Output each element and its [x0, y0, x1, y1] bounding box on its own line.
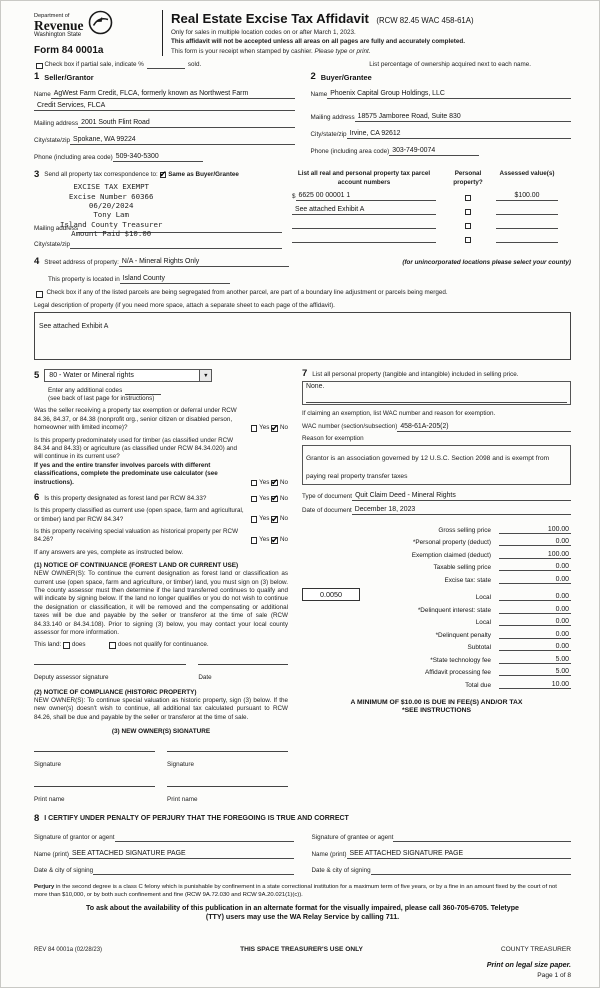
- buyer-name-label: Name: [310, 90, 328, 98]
- section-8: [34, 814, 571, 875]
- fee-value[interactable]: 0.00: [499, 606, 571, 614]
- date-label: Date: [198, 673, 212, 681]
- yes-label: Yes: [259, 494, 270, 502]
- buyer-phone-label: Phone (including area code): [310, 147, 390, 155]
- section-4-number: 4: [34, 256, 40, 268]
- parcel-row: [292, 202, 571, 215]
- grantee-certification-block: [312, 826, 572, 875]
- dor-logo-icon: [88, 10, 113, 40]
- fee-value[interactable]: 10.00: [499, 681, 571, 689]
- fee-label: *Delinquent penalty: [435, 631, 491, 639]
- same-as-buyer-label: Same as Buyer/Grantee: [168, 170, 239, 178]
- s5-q1-text: Was the seller receiving a property tax exemption or deferral under RCW 84.36, 84.37, or 84.38 (nonprofit org., senior citizen or disabled person, homeowner with limited income)?: [34, 407, 237, 432]
- legal-description-box[interactable]: [34, 312, 571, 360]
- new-owner-signature-1-field[interactable]: [34, 751, 155, 771]
- fee-row: [302, 614, 571, 627]
- personal-property-checkbox-1[interactable]: [465, 195, 472, 202]
- grantee-name-label: Name (print): [311, 850, 347, 858]
- additional-codes-note: (see back of last page for instructions): [48, 395, 155, 403]
- stamp-line: Amount Paid $10.00: [71, 229, 152, 239]
- fee-value[interactable]: 0.00: [499, 593, 571, 601]
- wac-number-label: WAC number (section/subsection): [302, 423, 398, 431]
- partial-sale-checkbox[interactable]: [36, 63, 43, 70]
- print-legal-size-note: Print on legal size paper.: [486, 960, 571, 969]
- buyer-name-field[interactable]: Phoenix Capital Group Holdings, LLC: [327, 89, 571, 99]
- additional-codes-field[interactable]: [125, 386, 161, 395]
- section-5-number: 5: [34, 369, 40, 381]
- grantor-signature-label: Signature of grantor or agent: [34, 833, 115, 841]
- fee-row: [302, 571, 571, 584]
- fee-label: Exemption claimed (deduct): [411, 551, 491, 559]
- does-not-label: does not qualify for continuance.: [117, 641, 209, 649]
- fee-row: [302, 626, 571, 639]
- grantee-date-label: Date & city of signing: [311, 866, 371, 874]
- seller-name-line2[interactable]: Credit Services, FLCA: [34, 101, 295, 111]
- county-treasurer-label: COUNTY TREASURER: [500, 945, 572, 953]
- assessed-value-4-field[interactable]: [496, 234, 558, 243]
- rcw-reference: (RCW 82.45 WAC 458-61A): [376, 16, 474, 25]
- doc-type-label: Type of document: [302, 492, 353, 500]
- same-as-buyer-checkbox[interactable]: [160, 172, 167, 179]
- alternate-format-note: To ask about the availability of this publication in an alternate format for the visually impaired, please call 360-705-6705. Teletype (TTY) users may use the WA Relay Service by calling 711.: [86, 903, 519, 921]
- section-3-number: 3: [34, 169, 40, 181]
- dor-logo-block: [34, 10, 162, 56]
- personal-property-value: None.: [306, 383, 325, 391]
- personal-property-checkbox-4[interactable]: [465, 237, 472, 244]
- buyer-city-field[interactable]: Irvine, CA 92612: [347, 129, 571, 139]
- section-7-number: 7: [302, 368, 308, 380]
- parcel-table: [292, 170, 571, 249]
- seller-city-field[interactable]: Spokane, WA 99224: [70, 135, 294, 145]
- fee-label: Gross selling price: [438, 526, 491, 534]
- fee-label: *Personal property (deduct): [412, 539, 491, 547]
- street-address-field[interactable]: N/A - Mineral Rights Only: [119, 257, 289, 267]
- section-3: [34, 170, 571, 249]
- fee-value[interactable]: 0.00: [499, 618, 571, 626]
- signature-label: Signature: [167, 761, 194, 769]
- stamp-line: Tony Lam: [93, 210, 129, 220]
- parcel-row: [292, 216, 571, 229]
- fee-label: Subtotal: [467, 644, 491, 652]
- yes-label: Yes: [259, 515, 270, 523]
- legal-description-label: Legal description of property (if you need more space, attach a separate sheet to each page of the affidavit).: [34, 301, 335, 309]
- fee-value[interactable]: 5.00: [499, 668, 571, 676]
- form-header: [34, 10, 571, 56]
- section-6-number: 6: [34, 492, 40, 504]
- header-note-1: Only for sales in multiple location codes on or after March 1, 2023.: [171, 29, 356, 36]
- buyer-city-label: City/state/zip: [310, 130, 347, 138]
- unincorporated-note: (for unincorporated locations please select your county): [402, 258, 571, 266]
- s5-q1-yes-checkbox[interactable]: [251, 425, 258, 432]
- seller-city-label: City/state/zip: [34, 136, 71, 144]
- grantor-certification-block: [34, 826, 294, 875]
- does-label: does: [71, 641, 86, 649]
- section-2-number: 2: [310, 71, 316, 83]
- form-number: Form 84 0001a: [34, 45, 104, 56]
- fee-row: [302, 664, 571, 677]
- fee-label: Excise tax: state: [444, 576, 491, 584]
- yes-label: Yes: [259, 478, 270, 486]
- wac-number-field[interactable]: 458-61A-205(2): [397, 422, 571, 432]
- seller-grantor-section: [34, 72, 295, 162]
- no-label: No: [279, 515, 288, 523]
- notice-compliance-title: (2) NOTICE OF COMPLIANCE (HISTORIC PROPERTY): [34, 688, 197, 696]
- seller-address-field[interactable]: 2001 South Flint Road: [78, 118, 294, 128]
- rev-number: REV 84 0001a (02/28/23): [34, 946, 103, 953]
- fee-value[interactable]: 0.00: [499, 538, 571, 546]
- personal-property-checkbox-2[interactable]: [465, 209, 472, 216]
- fee-label: Taxable selling price: [433, 564, 491, 572]
- s5-q1-no-checkbox[interactable]: [271, 425, 278, 432]
- personal-property-box[interactable]: [302, 381, 571, 405]
- this-land-label: This land:: [34, 641, 62, 649]
- fee-label: Total due: [465, 681, 491, 689]
- page-title: Real Estate Excise Tax Affidavit: [171, 11, 369, 26]
- parcel-column-header: List all real and personal property tax parcel account numbers: [297, 170, 431, 186]
- additional-codes-label: Enter any additional codes: [48, 386, 123, 394]
- fee-row-local-rate: [302, 589, 571, 602]
- minimum-due-note: A MINIMUM OF $10.00 IS DUE IN FEE(S) AND/OR TAX: [350, 698, 523, 706]
- s6-q1-text: Is this property designated as forest land per RCW 84.33?: [44, 494, 207, 502]
- fee-label: Local: [475, 619, 491, 627]
- grantor-signature-field[interactable]: [115, 833, 294, 842]
- chevron-down-icon: ▼: [199, 370, 211, 381]
- notice-compliance-body: NEW OWNER(S): To continue special valuation as historic property, sign (3) below. If the new owner(s) doesn't wish to continue, all additional tax calculated pursuant to RCW 84.26, shall be due and payable by the seller or transferor at the time of sale.: [34, 696, 288, 721]
- header-note-2: This affidavit will not be accepted unless all areas on all pages are fully and accurately completed.: [171, 38, 465, 46]
- segregated-checkbox[interactable]: [36, 291, 43, 298]
- s6-q2-no-checkbox[interactable]: [271, 516, 278, 523]
- fee-value[interactable]: 0.00: [499, 631, 571, 639]
- segregated-label: Check box if any of the listed parcels are being segregated from another parcel, are part of a boundary line adjustment or parcels being merged.: [46, 289, 448, 297]
- personal-property-checkbox-3[interactable]: [465, 223, 472, 230]
- stamp-line: Excise Number 60366: [68, 191, 154, 201]
- seller-address-label: Mailing address: [34, 119, 79, 127]
- s6-q2-text: Is this property classified as current use (open space, farm and agricultural, or timber) land per RCW 84.34?: [34, 507, 244, 523]
- fee-row: [302, 559, 571, 572]
- new-owners-signature-title: (3) NEW OWNER(S) SIGNATURE: [111, 728, 211, 736]
- seller-phone-label: Phone (including area code): [34, 153, 113, 161]
- no-label: No: [279, 424, 288, 432]
- deputy-assessor-label: Deputy assessor signature: [34, 673, 109, 681]
- print-name-label: Print name: [34, 796, 65, 804]
- grantee-signature-label: Signature of grantee or agent: [311, 833, 394, 841]
- correspondence-city-label: City/state/zip: [34, 240, 71, 248]
- fee-row: [302, 546, 571, 559]
- send-correspondence-label: Send all property tax correspondence to:: [44, 170, 158, 178]
- fee-value[interactable]: 0.00: [499, 563, 571, 571]
- assessed-value-1-field[interactable]: $100.00: [496, 191, 558, 201]
- fee-value[interactable]: 100.00: [499, 526, 571, 534]
- section-6: [34, 493, 288, 806]
- exemption-label: If claiming an exemption, list WAC number and reason for exemption.: [302, 410, 496, 418]
- assessed-value-column-header: Assessed value(s): [499, 170, 555, 178]
- new-owner-print-name-1-field[interactable]: [34, 786, 155, 806]
- doc-type-field[interactable]: Quit Claim Deed - Mineral Rights: [352, 491, 571, 501]
- parcel-row: [292, 230, 571, 243]
- section-5: [34, 369, 288, 487]
- partial-sold-label: sold.: [187, 60, 202, 68]
- signature-label: Signature: [34, 761, 61, 769]
- deputy-date-field[interactable]: [198, 664, 288, 684]
- fee-row: [302, 639, 571, 652]
- section-4: [34, 257, 571, 360]
- buyer-address-label: Mailing address: [310, 113, 355, 121]
- reason-exemption-value: Grantor is an association governed by 12 U.S.C. Section 2098 and is exempt from paying real property transfer taxes: [306, 455, 550, 481]
- fee-row: [302, 601, 571, 614]
- grantor-print-name-field[interactable]: SEE ATTACHED SIGNATURE PAGE: [69, 849, 294, 859]
- doc-date-field[interactable]: December 18, 2023: [352, 505, 571, 515]
- street-address-label: Street address of property:: [44, 258, 119, 266]
- personal-property-column-header: Personal property?: [453, 170, 483, 186]
- tax-correspondence-block: [34, 170, 292, 249]
- no-label: No: [279, 478, 288, 486]
- stamp-line: 06/20/2024: [88, 201, 134, 211]
- s6-q2-yes-checkbox[interactable]: [251, 516, 258, 523]
- section-1-number: 1: [34, 71, 40, 83]
- new-owner-signature-2-field[interactable]: [167, 751, 288, 771]
- land-use-code-select[interactable]: [44, 369, 212, 382]
- grantor-name-label: Name (print): [34, 850, 69, 858]
- s5-q2-yes-checkbox[interactable]: [251, 480, 258, 487]
- washington-state-label: Washington State: [34, 31, 82, 38]
- no-label: No: [279, 494, 288, 502]
- land-use-code-value: 80 - Water or Mineral rights: [49, 372, 134, 380]
- stamp-line: Island County Treasurer: [60, 219, 163, 229]
- grantee-signature-field[interactable]: [393, 833, 571, 842]
- yes-label: Yes: [259, 536, 270, 544]
- fee-label: Affidavit processing fee: [425, 669, 491, 677]
- print-name-label: Print name: [167, 796, 198, 804]
- section-7: [302, 369, 571, 806]
- correspondence-city-field[interactable]: [70, 240, 282, 249]
- personal-property-label: List all personal property (tangible and intangible) included in selling price.: [312, 370, 519, 378]
- correspondence-address-label: Mailing address: [34, 224, 79, 232]
- fee-table: [302, 521, 571, 689]
- s6-q1-no-checkbox[interactable]: [271, 496, 278, 503]
- notice-continuance-body: NEW OWNER(S): To continue the current designation as forest land or classification as current use (open space, farm and agriculture, or timber) land, you must sign on (3) below. The county assessor must then determine if the land transferred continues to qualify and will indicate by signing below. If the land no longer qualifies or you do not wish to continue the designation or classification, it will be removed and the compensating or additional taxes will be due and payable by the seller or transferor at the time of sale (RCW 84.33.140 or 84.34.108). Prior to signing (3) below, you may contact your local county assessor for more information.: [34, 570, 288, 636]
- s6-q3-text: Is this property receiving special valuation as historical property per RCW 84.26?: [34, 527, 239, 544]
- seller-section-title: Seller/Grantor: [44, 72, 94, 82]
- property-county-field[interactable]: Island County: [120, 274, 230, 284]
- fee-label: Local: [475, 594, 491, 602]
- s5-q2-no-checkbox[interactable]: [271, 480, 278, 487]
- grantor-date-label: Date & city of signing: [34, 866, 94, 874]
- stamp-line: EXCISE TAX EXEMPT: [73, 182, 149, 192]
- page-number: Page 1 of 8: [537, 972, 571, 979]
- no-label: No: [279, 536, 288, 544]
- see-instructions-note: *SEE INSTRUCTIONS: [401, 706, 472, 714]
- land-does-checkbox[interactable]: [63, 642, 70, 649]
- grantee-print-name-field[interactable]: SEE ATTACHED SIGNATURE PAGE: [347, 849, 572, 859]
- parcel-number-3-field[interactable]: [292, 220, 436, 229]
- buyer-phone-field[interactable]: 303-749-0074: [389, 146, 479, 156]
- buyer-grantee-section: [311, 72, 572, 162]
- certify-statement: I CERTIFY UNDER PENALTY OF PERJURY THAT THE FOREGOING IS TRUE AND CORRECT: [44, 814, 349, 822]
- s5-q2-text: Is this property predominately used for timber (as classified under RCW 84.34 and 84.33) or agriculture (as classified under RCW 84.34.020) and will continue in its current use? If yes and the entire transfer involves parcels with different classifications, complete the predominate use calculator (see instructions).: [34, 436, 238, 486]
- reason-exemption-label: Reason for exemption: [302, 434, 364, 442]
- yes-label: Yes: [259, 424, 270, 432]
- fee-value[interactable]: 100.00: [499, 551, 571, 559]
- fee-value[interactable]: 0.00: [499, 643, 571, 651]
- dollar-sign: $: [292, 192, 296, 200]
- parcel-number-2-field[interactable]: See attached Exhibit A: [292, 205, 436, 215]
- fee-label: *State technology fee: [430, 656, 491, 664]
- buyer-section-title: Buyer/Grantee: [320, 72, 372, 82]
- parcel-row: [292, 188, 571, 201]
- partial-sale-label: Check box if partial sale, indicate %: [44, 60, 144, 68]
- parcel-number-1-field[interactable]: 6625 00 00001 1: [296, 191, 436, 201]
- reason-exemption-box[interactable]: [302, 445, 571, 485]
- treasurer-space-label: THIS SPACE TREASURER'S USE ONLY: [240, 945, 363, 953]
- notice-continuance-title: (1) NOTICE OF CONTINUANCE (FOREST LAND OR CURRENT USE): [34, 562, 239, 570]
- fee-label: *Delinquent interest: state: [417, 606, 491, 614]
- seller-name-label: Name: [34, 90, 51, 98]
- seller-name-line1[interactable]: AgWest Farm Credit, FLCA, formerly known as Northwest Farm: [51, 89, 295, 99]
- legal-description-value: See attached Exhibit A: [39, 323, 109, 331]
- assessed-value-3-field[interactable]: [496, 220, 558, 229]
- grantor-date-city-field[interactable]: [93, 866, 293, 875]
- dept-of-label: Department of: [34, 12, 70, 19]
- fee-value[interactable]: 0.00: [499, 576, 571, 584]
- s6-q1-yes-checkbox[interactable]: [251, 496, 258, 503]
- partial-sale-row: [34, 60, 571, 69]
- perjury-statement: Perjury in the second degree is a class C felony which is punishable by confinement in a state correctional institution for a maximum term of five years, or by a fine in an amount fixed by the court of not more than $10,000, or by both such confinement and fine (RCW 9A.72.030 and RCW 9A.20.021(1)(c)).: [34, 884, 557, 898]
- property-located-label: This property is located in: [48, 275, 120, 283]
- s6-q3-yes-checkbox[interactable]: [251, 537, 258, 544]
- fee-value[interactable]: 5.00: [499, 656, 571, 664]
- header-note-3: This form is your receipt when stamped by cashier. Please type or print.: [171, 47, 371, 55]
- section-8-number: 8: [34, 813, 40, 825]
- if-yes-note: If any answers are yes, complete as instructed below.: [34, 548, 184, 556]
- grantee-date-city-field[interactable]: [371, 866, 571, 875]
- new-owner-print-name-2-field[interactable]: [167, 786, 288, 806]
- buyer-address-field[interactable]: 18575 Jamboree Road, Suite 830: [355, 112, 571, 122]
- ownership-percentage-note: List percentage of ownership acquired next to each name.: [369, 60, 531, 68]
- doc-date-label: Date of document: [302, 506, 352, 514]
- fee-row: [302, 521, 571, 534]
- fee-row: [302, 534, 571, 547]
- fee-row: [302, 676, 571, 689]
- deputy-assessor-signature-field[interactable]: [34, 664, 186, 684]
- fee-row: [302, 651, 571, 664]
- revenue-wordmark: Revenue: [34, 17, 84, 33]
- s6-q3-no-checkbox[interactable]: [271, 537, 278, 544]
- parcel-number-4-field[interactable]: [292, 234, 436, 243]
- land-does-not-checkbox[interactable]: [109, 642, 116, 649]
- treasurer-stamp: [60, 182, 162, 238]
- seller-phone-field[interactable]: 509-340-5300: [113, 152, 203, 162]
- partial-percent-field[interactable]: [147, 60, 185, 69]
- local-rate-box[interactable]: 0.0050: [302, 588, 360, 601]
- assessed-value-2-field[interactable]: [496, 206, 558, 215]
